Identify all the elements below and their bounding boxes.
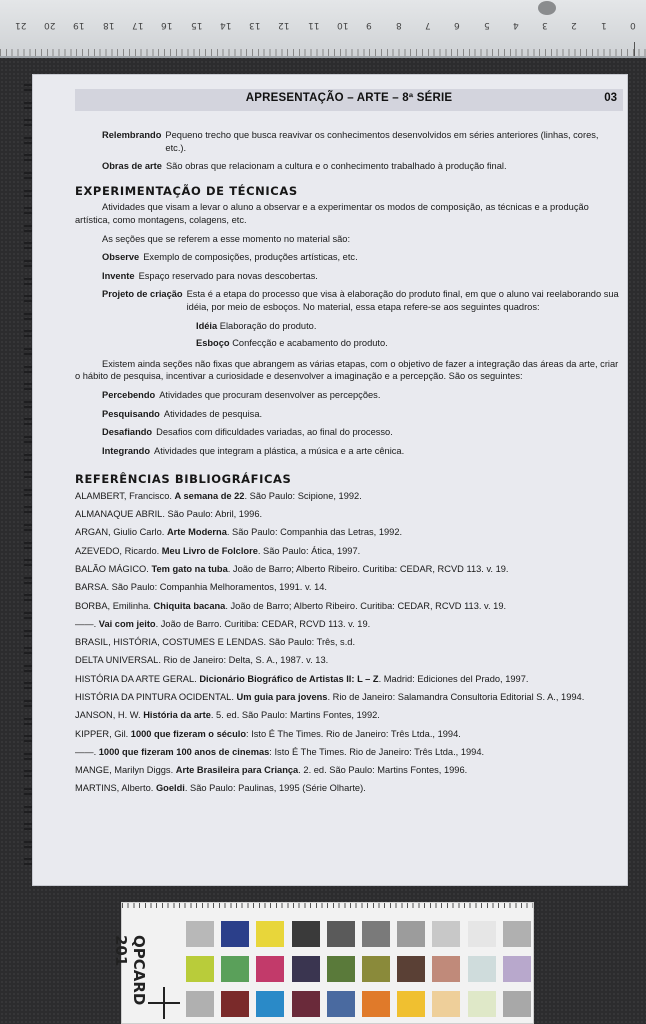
reference-item [75, 691, 621, 704]
page-header [75, 89, 623, 111]
reference-text: . Rio de Janeiro: Salamandra Consultoria Editorial S. A., 1994. [327, 691, 585, 702]
color-swatch [432, 921, 460, 947]
definition-term: Pesquisando [102, 408, 160, 419]
definition-invente [102, 270, 621, 283]
reference-item [75, 654, 621, 667]
reference-title: Meu Livro de Folclore [161, 545, 258, 556]
ruler-number: 1 [600, 20, 607, 30]
subdefinition-ideia [196, 320, 621, 333]
reference-text: . Madrid: Ediciones del Prado, 1997. [378, 673, 529, 684]
color-swatch [397, 921, 425, 947]
color-calibration-card [112, 902, 534, 1024]
definition-desc: Atividades que integram a plástica, a música e a arte cênica. [154, 445, 405, 456]
ruler-number: 13 [249, 20, 261, 30]
reference-text: . João de Barro. Curitiba: CEDAR, RCVD 113. v. 19. [155, 618, 371, 629]
reference-title: Arte Brasileira para Criança [175, 765, 299, 776]
reference-item [75, 545, 621, 558]
paragraph-sections-intro: As seções que se referem a esse momento no material são: [102, 233, 351, 244]
definition-desc: Pequeno trecho que busca reavivar os conhecimentos desenvolvidos em séries anteriores (linhas, cores, etc.). [165, 130, 599, 153]
color-swatch [186, 956, 214, 982]
reference-text: MARTINS, Alberto. [75, 783, 156, 794]
reference-title: 1000 que fizeram o século [130, 728, 247, 739]
ruler-number: 20 [44, 20, 56, 30]
section-title-experimentacao: EXPERIMENTAÇÃO DE TÉCNICAS [75, 183, 298, 198]
reference-text: . São Paulo: Ática, 1997. [257, 545, 361, 556]
reference-item [75, 581, 621, 594]
subdefinition-term: Idéia [196, 320, 218, 331]
ruler-number: 17 [131, 20, 144, 30]
ruler-number: 14 [219, 20, 232, 30]
definition-term: Desafiando [102, 427, 153, 438]
paragraph-intro: Atividades que visam a levar o aluno a observar e a experimentar os modos de composição, as técnicas e a produção artística, como montagens, colagens, etc. [75, 202, 589, 225]
color-swatch [362, 956, 390, 982]
ruler-number: 9 [366, 20, 373, 30]
ruler [0, 0, 646, 58]
color-swatch [362, 991, 390, 1017]
color-swatch [256, 991, 284, 1017]
color-swatch [432, 991, 460, 1017]
color-swatch [221, 921, 249, 947]
color-swatch [468, 921, 496, 947]
definition-desc: Exemplo de composições, produções artísticas, etc. [143, 252, 358, 263]
definition-desc: Desafios com dificuldades variadas, ao final do processo. [156, 427, 393, 438]
reference-text: ——. [75, 618, 99, 629]
color-swatch [256, 921, 284, 947]
definition-term: Invente [102, 270, 135, 281]
reference-text: BALÃO MÁGICO. [75, 564, 152, 574]
color-swatch [362, 921, 390, 947]
ruler-number: 7 [424, 20, 431, 30]
definition-term: Obras de arte [102, 161, 162, 172]
reference-text: . João de Barro; Alberto Ribeiro. Curitiba: CEDAR, RCVD 113. v. 19. [227, 564, 509, 574]
definition-term: Relembrando [102, 130, 162, 140]
reference-item [75, 764, 621, 777]
color-swatch [468, 991, 496, 1017]
color-swatch [221, 991, 249, 1017]
subdefinition-desc: Elaboração do produto. [219, 320, 317, 331]
definition-desc: Atividades que procuram desenvolver as percepções. [159, 389, 381, 400]
color-swatch [468, 956, 496, 982]
ruler-number: 21 [14, 20, 27, 30]
color-swatch [292, 956, 320, 982]
reference-text: HISTÓRIA DA ARTE GERAL. [75, 673, 200, 684]
subdefinition-desc: Confecção e acabamento do produto. [232, 338, 388, 349]
reference-list [75, 490, 621, 795]
section-title-referencias: REFERÊNCIAS BIBLIOGRÁFICAS [75, 472, 292, 487]
definition-projeto-de-criacao [102, 288, 621, 313]
definition-term: Integrando [102, 445, 151, 456]
ruler-number: 11 [307, 20, 320, 30]
color-swatch [397, 991, 425, 1017]
color-swatch [432, 956, 460, 982]
ruler-number: 4 [512, 20, 519, 30]
reference-item [75, 600, 621, 613]
page-number: 03 [604, 92, 617, 104]
ruler-hole [538, 1, 556, 15]
reference-text: ARGAN, Giulio Carlo. [75, 527, 167, 538]
color-swatch [327, 991, 355, 1017]
ruler-number: 18 [102, 20, 115, 30]
subdefinition-esboco [196, 337, 621, 350]
definition-pesquisando [102, 408, 621, 421]
color-swatch [292, 921, 320, 947]
reference-text: KIPPER, Gil. [75, 728, 131, 739]
definition-desafiando [102, 426, 621, 439]
ruler-number: 0 [630, 20, 636, 30]
reference-title: Chiquita bacana [153, 600, 226, 611]
definition-integrando [102, 445, 621, 458]
reference-title: Arte Moderna [166, 527, 227, 538]
reference-text: ——. [75, 746, 99, 757]
reference-text: . São Paulo: Companhia das Letras, 1992. [226, 527, 403, 538]
ruler-number: 16 [161, 20, 173, 30]
reference-item [75, 709, 621, 722]
color-swatch [327, 921, 355, 947]
color-swatch [503, 921, 531, 947]
reference-item [75, 746, 621, 759]
reference-text: . São Paulo: Scipione, 1992. [244, 490, 362, 501]
ruler-number: 19 [73, 20, 85, 30]
reference-text: . João de Barro; Alberto Ribeiro. Curitiba: CEDAR, RCVD 113. v. 19. [225, 600, 507, 611]
crosshair-icon [148, 987, 180, 1019]
ruler-number: 5 [483, 20, 490, 30]
color-swatch [327, 956, 355, 982]
reference-item [75, 673, 621, 686]
reference-text: BARSA. São Paulo: Companhia Melhoramentos, 1991. v. 14. [75, 582, 328, 593]
reference-text: ALMANAQUE ABRIL. São Paulo: Abril, 1996. [75, 509, 263, 520]
reference-title: Um guia para jovens [236, 691, 328, 702]
reference-text: . 5. ed. São Paulo: Martins Fontes, 1992. [210, 710, 380, 721]
definition-desc: Espaço reservado para novas descobertas. [138, 270, 318, 281]
ruler-number: 6 [454, 20, 460, 30]
color-swatch [503, 956, 531, 982]
reference-text: : Isto É The Times. Rio de Janeiro: Três Ltda., 1994. [269, 746, 485, 757]
definition-relembrando [102, 129, 621, 154]
definition-obras-de-arte [102, 160, 621, 173]
ruler-ticks [0, 42, 646, 56]
ruler-number: 8 [395, 20, 402, 30]
reference-title: História da arte [143, 710, 211, 721]
reference-title: Dicionário Biográfico de Artistas II: L – Z [199, 673, 379, 684]
reference-item [75, 618, 621, 631]
color-swatch [292, 991, 320, 1017]
reference-item [75, 782, 621, 795]
ruler-number: 12 [278, 20, 290, 30]
reference-text: HISTÓRIA DA PINTURA OCIDENTAL. [75, 691, 237, 702]
paragraph-other-sections: Existem ainda seções não fixas que abrangem as várias etapas, com o objetivo de fazer a integração das áreas da arte, criar o hábito de pesquisa, incentivar a curiosidade e desenvolver a imaginação e a percepção. São os seguintes: [75, 358, 619, 382]
reference-title: A semana de 22 [174, 490, 245, 501]
color-swatch [256, 956, 284, 982]
reference-item [75, 508, 621, 521]
reference-text: JANSON, H. W. [75, 710, 144, 721]
reference-title: Tem gato na tuba [151, 564, 228, 574]
definition-desc: São obras que relacionam a cultura e o conhecimento trabalhado à produção final. [165, 161, 507, 172]
reference-title: Goeldi [155, 783, 185, 794]
definition-desc: Atividades de pesquisa. [163, 408, 263, 419]
ruler-number: 15 [190, 20, 202, 30]
reference-item [75, 563, 621, 576]
definition-term: Observe [102, 252, 140, 263]
reference-text: . 2. ed. São Paulo: Martins Fontes, 1996. [298, 765, 468, 776]
reference-text: : Isto É The Times. Rio de Janeiro: Três Ltda., 1994. [246, 728, 461, 739]
card-brand: QPCARD 201 [112, 935, 148, 1006]
definition-desc: Esta é a etapa do processo que visa à elaboração do produto final, em que o aluno vai reelaborando sua idéia, por meio de esboços. No material, essa etapa refere-se aos seguintes quadros: [186, 289, 619, 312]
subdefinition-term: Esboço [196, 338, 230, 349]
reference-text: MANGE, Marilyn Diggs. [75, 765, 176, 776]
ruler-number: 2 [571, 20, 578, 30]
reference-item [75, 526, 621, 539]
reference-text: ALAMBERT, Francisco. [75, 490, 175, 501]
color-swatch [503, 991, 531, 1017]
card-scale [122, 903, 533, 917]
page-content [75, 129, 621, 801]
reference-text: . São Paulo: Paulinas, 1995 (Série Olharte). [184, 783, 366, 794]
ruler-number: 3 [542, 20, 548, 30]
definition-percebendo [102, 389, 621, 402]
page-title: APRESENTAÇÃO – ARTE – 8ª SÉRIE [245, 92, 453, 104]
color-swatch [186, 991, 214, 1017]
definition-term: Projeto de criação [102, 289, 183, 300]
reference-text: DELTA UNIVERSAL. Rio de Janeiro: Delta, S. A., 1987. v. 13. [75, 655, 329, 666]
document-page [32, 74, 628, 886]
reference-text: BRASIL, HISTÓRIA, COSTUMES E LENDAS. São Paulo: Três, s.d. [75, 637, 356, 648]
reference-title: Vai com jeito [98, 618, 156, 629]
color-swatch [397, 956, 425, 982]
reference-text: BORBA, Emilinha. [75, 600, 154, 611]
reference-title: 1000 que fizeram 100 anos de cinemas [98, 746, 270, 757]
definition-observe [102, 251, 621, 264]
reference-item [75, 728, 621, 741]
color-swatch [186, 921, 214, 947]
color-swatch [221, 956, 249, 982]
ruler-number: 10 [337, 20, 349, 30]
reference-item [75, 636, 621, 649]
reference-item [75, 490, 621, 503]
reference-text: AZEVEDO, Ricardo. [75, 545, 162, 556]
definition-term: Percebendo [102, 389, 156, 400]
